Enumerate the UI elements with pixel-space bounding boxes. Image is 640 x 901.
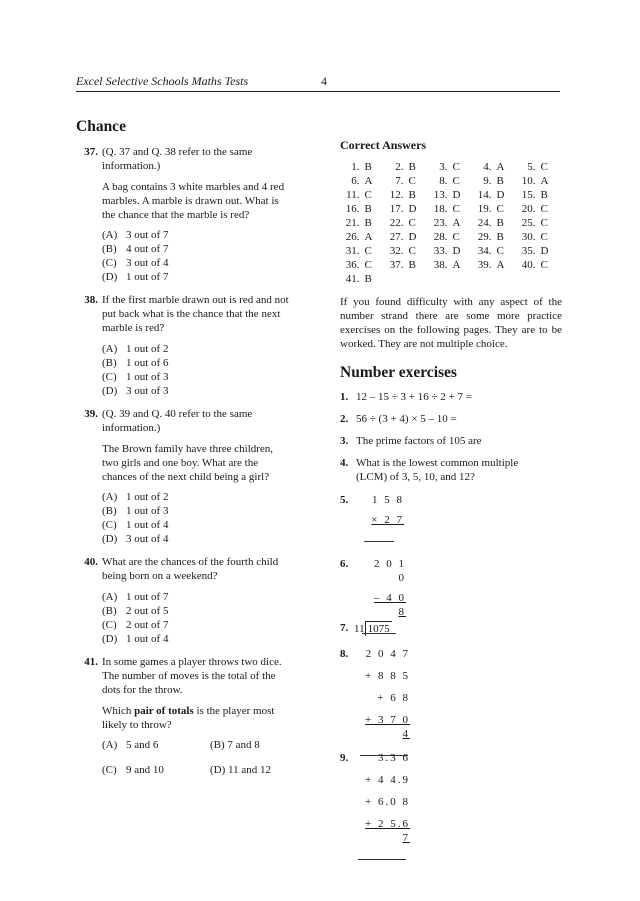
answer-key-item [384,202,428,216]
answer-letter: C [408,245,416,257]
answer-number: 38. [433,259,448,271]
answer-options [102,228,308,284]
answer-key-item [340,258,384,272]
answer-key-item [340,202,384,216]
answer-number: 12. [389,189,404,201]
option-a: (A) 1 out of 2 [102,343,169,355]
answer-options [102,342,308,398]
question-number: 38. [84,294,98,306]
answer-key-item [384,216,428,230]
answer-number: 7. [395,175,404,187]
exercise-6: 6. 2 0 1 0 – 4 0 8 [340,557,562,613]
question-intro: In some games a player throws two dice. The number of moves is the total of the dots for the throw. [102,656,282,696]
question-text: The Brown family have three children, two girls and one boy. What are the chances of the next child being a girl? [102,443,274,483]
answer-letter: B [496,217,504,229]
answer-key-item [472,216,516,230]
answer-letter: D [452,189,461,201]
answer-letter: D [496,189,505,201]
answer-key-item [516,174,560,188]
number-exercises-title: Number exercises [340,364,457,381]
answer-key-item [384,160,428,174]
answer-number: 30. [521,231,536,243]
exercise-7: 7. 11 1075 [340,622,390,635]
header-rule [76,91,560,92]
question-37 [76,145,308,284]
answer-key-item [472,230,516,244]
answer-number: 40. [521,259,536,271]
option-a: (A) 1 out of 2 [102,491,169,503]
answer-letter: B [364,217,372,229]
answer-letter: C [540,217,548,229]
answer-letter: A [364,231,373,243]
answer-letter: C [452,203,460,215]
option-c: (C) 3 out of 4 [102,257,169,269]
answer-letter: C [452,231,460,243]
multiplication-sum: 1 5 8 × 2 7 [364,493,404,546]
option-c: (C) 2 out of 7 [102,619,169,631]
option-d: (D) 11 and 12 [210,764,272,776]
answer-key-item [384,188,428,202]
answer-letter: C [540,161,548,173]
answer-number: 23. [433,217,448,229]
answer-number: 18. [433,203,448,215]
answer-letter: A [540,175,549,187]
page-header [76,74,560,90]
answer-letter: B [408,259,416,271]
answer-key-item [340,174,384,188]
answer-number: 36. [345,259,360,271]
answer-letter: A [452,217,461,229]
answer-key-item [340,230,384,244]
answer-key-item [340,160,384,174]
answer-letter: C [364,259,372,271]
answer-letter: C [540,259,548,271]
answer-number: 17. [389,203,404,215]
answer-number: 1. [351,161,360,173]
answer-number: 13. [433,189,448,201]
exercise-5: 5. 1 5 8 × 2 7 [340,493,562,549]
answer-letter: C [452,175,460,187]
answer-key-item [384,244,428,258]
answer-options [102,590,308,646]
option-d: (D) 1 out of 7 [102,271,169,283]
answer-number: 19. [477,203,492,215]
answer-number: 14. [477,189,492,201]
exercise-2: 2. 56 ÷ (3 + 4) × 5 – 10 = [340,413,457,425]
long-division: 11 1075 [354,623,390,635]
answer-letter: D [408,203,417,215]
answer-number: 31. [345,245,360,257]
answer-key-item [472,258,516,272]
answer-letter: C [452,161,460,173]
answer-number: 26. [345,231,360,243]
answer-number: 27. [389,231,404,243]
answer-key-item [428,188,472,202]
answer-letter: C [540,203,548,215]
answer-number: 39. [477,259,492,271]
answer-letter: A [496,161,505,173]
answer-letter: C [364,245,372,257]
answer-number: 5. [527,161,536,173]
answer-key-item [472,244,516,258]
option-c: (C) 1 out of 3 [102,371,169,383]
answer-number: 8. [439,175,448,187]
answer-number: 21. [345,217,360,229]
question-intro: (Q. 39 and Q. 40 refer to the same information.) [102,408,253,434]
decimal-addition-sum: 3.3 6 + 4 4.9 + 6.0 8 + 2 5.6 7 [358,751,410,864]
answer-number: 24. [477,217,492,229]
answer-number: 6. [351,175,360,187]
answer-key-item [472,202,516,216]
book-title: Excel Selective Schools Maths Tests [76,74,249,88]
option-b: (B) 2 out of 5 [102,605,169,617]
question-intro: (Q. 37 and Q. 38 refer to the same information.) [102,146,253,172]
exercise-4: 4. What is the lowest common multiple (LCM) of 3, 5, 10, and 12? [340,457,519,483]
answer-number: 41. [345,273,360,285]
answer-key-item [516,160,560,174]
answer-letter: D [540,245,549,257]
option-d: (D) 3 out of 4 [102,533,169,545]
answer-key-item [516,188,560,202]
answer-key-item [516,258,560,272]
answer-number: 32. [389,245,404,257]
answer-letter: C [364,189,372,201]
question-text: A bag contains 3 white marbles and 4 red marbles. A marble is drawn out. What is the chance that the marble is red? [102,181,285,221]
exercise-9: 9. 3.3 6 + 4 4.9 + 6.0 8 + 2 5.6 7 [340,751,562,843]
exercise-8: 8. 2 0 4 7 + 8 8 5 + 6 8 + 3 7 0 4 [340,647,562,739]
answer-options [102,490,308,546]
answer-key-item [428,230,472,244]
question-number: 39. [84,408,98,420]
answer-key-item [516,202,560,216]
answer-key-item [516,230,560,244]
answer-key-item [428,160,472,174]
right-column [340,138,562,843]
answer-letter: C [496,245,504,257]
answer-number: 37. [389,259,404,271]
question-number: 37. [84,146,98,158]
answer-letter: A [364,175,373,187]
answer-line [358,859,406,860]
answer-key-item [516,244,560,258]
answer-key-item [340,188,384,202]
answer-letter: C [540,231,548,243]
answer-number: 28. [433,231,448,243]
emphasis-pair-of-totals: pair of totals [134,705,194,717]
question-38 [76,293,308,398]
answer-number: 15. [521,189,536,201]
subtraction-sum: 2 0 1 0 – 4 0 8 [362,557,406,638]
option-a: (A) 5 and 6 [102,739,159,751]
option-b: (B) 4 out of 7 [102,243,169,255]
question-text: Which pair of totals is the player most likely to throw? [102,705,275,731]
exercise-3: 3. The prime factors of 105 are [340,435,482,447]
answer-number: 11. [346,189,360,201]
answer-letter: B [364,273,372,285]
question-40 [76,555,308,646]
answer-letter: A [452,259,461,271]
answer-number: 20. [521,203,536,215]
answer-key-item [428,216,472,230]
answer-number: 22. [389,217,404,229]
answer-key-grid [340,160,562,286]
answer-number: 16. [345,203,360,215]
option-b: (B) 1 out of 6 [102,357,169,369]
answer-letter: C [408,217,416,229]
answer-key-item [472,160,516,174]
answer-letter: B [408,189,416,201]
answer-number: 4. [483,161,492,173]
answer-number: 35. [521,245,536,257]
question-41 [76,655,308,777]
option-a: (A) 1 out of 7 [102,591,169,603]
answer-letter: B [364,203,372,215]
question-39 [76,407,308,546]
answer-key-item [384,258,428,272]
answer-number: 9. [483,175,492,187]
option-a: (A) 3 out of 7 [102,229,169,241]
answer-letter: D [452,245,461,257]
answer-key-item [384,174,428,188]
practice-note: If you found difficulty with any aspect of the number strand there are some more practice exercises on the following pages. They are to be worked. They are not multiple choice. [340,296,562,350]
answer-number: 10. [521,175,536,187]
answer-key-item [428,174,472,188]
answer-letter: B [408,161,416,173]
answer-number: 29. [477,231,492,243]
answer-key-item [472,188,516,202]
answer-letter: B [364,161,372,173]
answer-key-item [428,202,472,216]
option-d: (D) 3 out of 3 [102,385,169,397]
section-title-chance: Chance [76,118,126,135]
option-b: (B) 7 and 8 [210,739,260,751]
exercise-1: 1. 12 – 15 ÷ 3 + 16 ÷ 2 + 7 = [340,391,472,403]
question-text: If the first marble drawn out is red and not put back what is the chance that the next marble is red? [102,294,289,334]
question-number: 41. [84,656,98,668]
answer-letter: A [496,259,505,271]
answer-number: 33. [433,245,448,257]
answer-number: 3. [439,161,448,173]
answer-key-item [472,174,516,188]
answer-options [102,738,308,777]
question-number: 40. [84,556,98,568]
answer-line [364,541,394,542]
left-column [76,118,308,777]
option-d: (D) 1 out of 4 [102,633,169,645]
answer-key-item [428,258,472,272]
option-c: (C) 1 out of 4 [102,519,169,531]
answer-letter: C [408,175,416,187]
answer-letter: B [496,175,504,187]
answer-letter: D [408,231,417,243]
answer-number: 2. [395,161,404,173]
answer-key-item [384,230,428,244]
answer-number: 25. [521,217,536,229]
answer-key-item [340,216,384,230]
answer-letter: B [540,189,548,201]
answer-key-item [516,216,560,230]
correct-answers-title: Correct Answers [340,138,427,152]
option-b: (B) 1 out of 3 [102,505,169,517]
page-number: 4 [321,74,327,88]
answer-key-item [340,272,384,286]
division-bracket: 1075 [365,621,392,636]
question-text: What are the chances of the fourth child being born on a weekend? [102,556,279,582]
answer-letter: B [496,231,504,243]
answer-key-item [428,244,472,258]
answer-letter: C [496,203,504,215]
answer-number: 34. [477,245,492,257]
answer-key-item [340,244,384,258]
option-c: (C) 9 and 10 [102,764,164,776]
addition-sum: 2 0 4 7 + 8 8 5 + 6 8 + 3 7 0 4 [360,647,410,760]
